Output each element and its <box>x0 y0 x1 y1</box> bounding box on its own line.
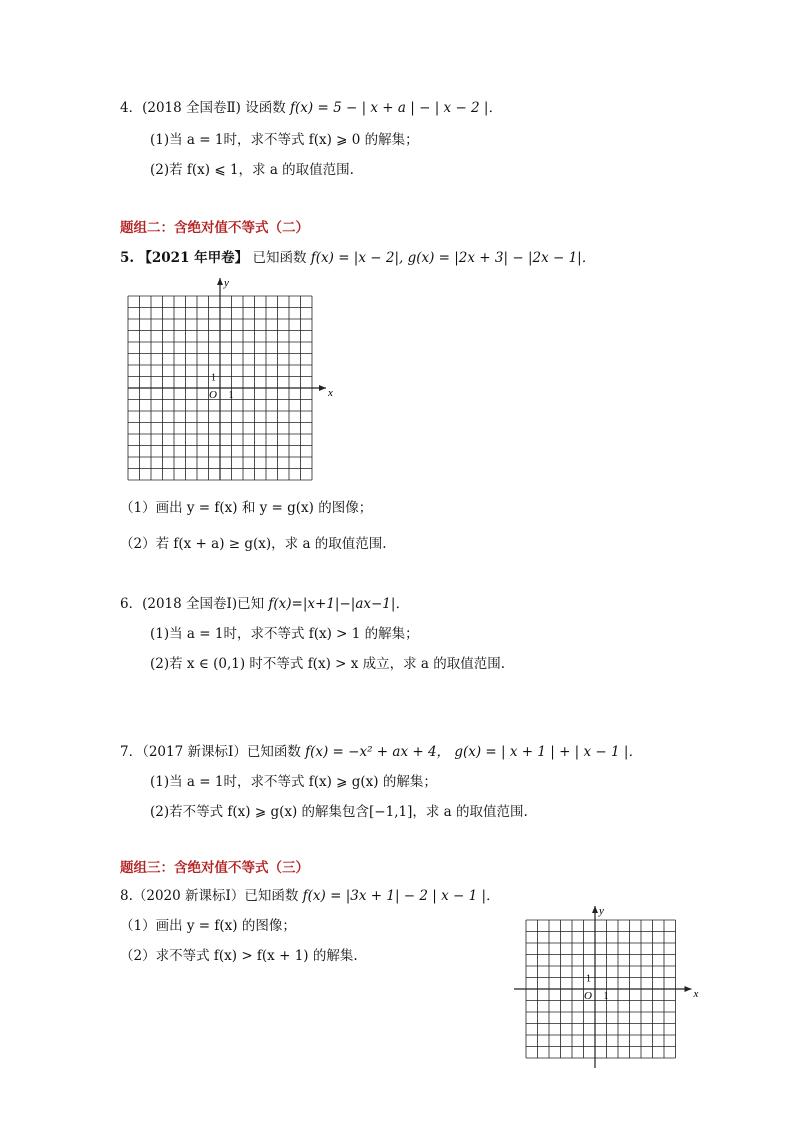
problem-5-formula: f(x) = |x − 2|, g(x) = |2x + 3| − |2x − 1|． <box>310 250 596 266</box>
x-tick-label: 1 <box>603 991 609 1002</box>
problem-6-q2: (2)若 x ∈ (0,1) 时不等式 f(x) > x 成立，求 a 的取值范围. <box>150 656 506 672</box>
y-tick-label: 1 <box>211 372 216 384</box>
problem-7-q1: (1)当 a = 1时，求不等式 f(x) ⩾ g(x) 的解集； <box>150 774 437 790</box>
problem-6-q1: (1)当 a = 1时，求不等式 f(x) > 1 的解集； <box>150 626 419 642</box>
problem-7-q2: (2)若不等式 f(x) ⩾ g(x) 的解集包含[−1,1]，求 a 的取值范围. <box>150 804 528 820</box>
problem-4-formula: f(x) = 5 − | x + a | − | x − 2 |． <box>290 100 502 116</box>
x-axis-arrow-icon <box>319 385 326 391</box>
y-axis-label: y <box>599 905 604 917</box>
problem-4-header <box>120 96 502 116</box>
problem-8-source: 8.（2020 新课标Ⅰ）已知函数 <box>120 888 299 904</box>
problem-6-formula: f(x)=|x+1|−|ax−1|． <box>268 596 409 612</box>
origin-label: O <box>209 389 217 401</box>
problem-5-q2: （2）若 f(x + a) ≥ g(x)，求 a 的取值范围. <box>120 536 387 552</box>
x-axis-label: x <box>693 988 699 1000</box>
problem-8-q2: （2）求不等式 f(x) > f(x + 1) 的解集. <box>120 948 358 964</box>
problem-8-header <box>120 884 500 904</box>
x-axis-label: x <box>328 387 333 399</box>
section-title-2: 题组二：含绝对值不等式（二） <box>120 220 309 236</box>
problem-5-number: 5. <box>120 250 135 266</box>
problem-5-header <box>120 246 595 266</box>
problem-8-q1: （1）画出 y = f(x) 的图像； <box>120 918 296 934</box>
problem-5-tag: 【2021 年甲卷】 <box>138 250 249 266</box>
coordinate-grid-1 <box>120 274 350 484</box>
y-tick-label: 1 <box>586 973 591 985</box>
problem-5-lead: 已知函数 <box>252 250 307 266</box>
y-axis-arrow-icon <box>592 906 598 913</box>
origin-label: O <box>584 990 592 1002</box>
problem-4-q1: (1)当 a = 1时，求不等式 f(x) ⩾ 0 的解集； <box>150 132 419 148</box>
y-axis-arrow-icon <box>217 278 223 285</box>
x-axis-arrow-icon <box>685 986 692 992</box>
y-axis-label: y <box>224 277 229 289</box>
problem-5-q1: （1）画出 y = f(x) 和 y = g(x) 的图像； <box>120 500 373 516</box>
problem-6-header <box>120 592 409 612</box>
problem-7-formula: f(x) = −x² + ax + 4， g(x) = | x + 1 | + | x − 1 |． <box>305 744 642 760</box>
x-tick-label: 1 <box>228 390 234 401</box>
problem-4-q2: (2)若 f(x) ⩽ 1，求 a 的取值范围. <box>150 162 354 178</box>
problem-7-header <box>120 740 642 760</box>
problem-4-source: 4．(2018 全国卷Ⅱ) 设函数 <box>120 100 286 116</box>
coordinate-grid-2 <box>508 902 708 1067</box>
problem-8-formula: f(x) = |3x + 1| − 2 | x − 1 |． <box>302 888 500 904</box>
problem-7-source: 7．（2017 新课标Ⅰ）已知函数 <box>120 744 301 760</box>
problem-6-source: 6．(2018 全国卷Ⅰ)已知 <box>120 596 265 612</box>
section-title-3: 题组三：含绝对值不等式（三） <box>120 860 309 876</box>
